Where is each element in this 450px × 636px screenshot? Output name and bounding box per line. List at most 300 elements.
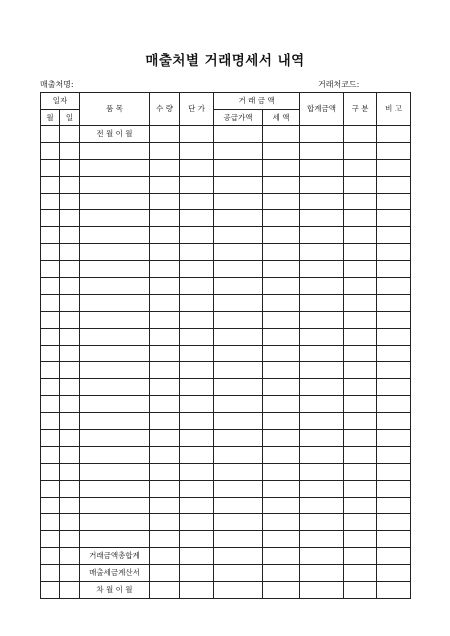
category-cell xyxy=(344,311,377,328)
supply-value-cell xyxy=(214,294,263,311)
table-row xyxy=(41,227,411,244)
day-cell xyxy=(60,514,80,531)
unit-price-cell xyxy=(180,565,214,582)
ledger-table xyxy=(40,92,411,599)
item-cell xyxy=(80,430,150,447)
unit-price-cell xyxy=(180,345,214,362)
table-row xyxy=(41,142,411,159)
category-cell xyxy=(344,328,377,345)
tax-cell xyxy=(263,446,300,463)
quantity-cell xyxy=(150,463,180,480)
note-cell xyxy=(377,514,411,531)
category-cell xyxy=(344,261,377,278)
supply-value-header: 공급가액 xyxy=(214,109,263,126)
month-cell xyxy=(41,176,60,193)
month-cell xyxy=(41,345,60,362)
quantity-cell xyxy=(150,311,180,328)
unit-price-cell xyxy=(180,379,214,396)
supply-value-cell xyxy=(214,480,263,497)
item-cell xyxy=(80,193,150,210)
tax-cell xyxy=(263,565,300,582)
month-cell xyxy=(41,210,60,227)
tax-cell xyxy=(263,142,300,159)
month-cell xyxy=(41,396,60,413)
supply-value-cell xyxy=(214,463,263,480)
total-amount-cell xyxy=(300,582,344,599)
table-row xyxy=(41,328,411,345)
item-cell xyxy=(80,531,150,548)
note-cell xyxy=(377,548,411,565)
month-cell xyxy=(41,582,60,599)
month-cell xyxy=(41,531,60,548)
category-cell xyxy=(344,227,377,244)
category-cell xyxy=(344,142,377,159)
table-row xyxy=(41,210,411,227)
unit-price-cell xyxy=(180,193,214,210)
table-row xyxy=(41,362,411,379)
item-cell xyxy=(80,294,150,311)
client-code-label: 거래처코드: xyxy=(318,80,360,89)
item-cell xyxy=(80,328,150,345)
table-row xyxy=(41,311,411,328)
supply-value-cell xyxy=(214,548,263,565)
note-cell xyxy=(377,142,411,159)
quantity-cell xyxy=(150,582,180,599)
tax-cell xyxy=(263,176,300,193)
month-cell xyxy=(41,480,60,497)
tax-cell xyxy=(263,514,300,531)
day-cell xyxy=(60,278,80,295)
quantity-cell xyxy=(150,210,180,227)
unit-price-cell xyxy=(180,159,214,176)
day-cell xyxy=(60,328,80,345)
tax-cell xyxy=(263,582,300,599)
tax-cell xyxy=(263,480,300,497)
category-cell xyxy=(344,345,377,362)
note-cell xyxy=(377,582,411,599)
day-cell xyxy=(60,413,80,430)
supply-value-cell xyxy=(214,430,263,447)
supply-value-cell xyxy=(214,497,263,514)
supply-value-cell xyxy=(214,126,263,143)
quantity-header: 수 량 xyxy=(150,93,180,126)
unit-price-cell xyxy=(180,413,214,430)
table-row xyxy=(41,480,411,497)
month-cell xyxy=(41,126,60,143)
item-cell xyxy=(80,463,150,480)
category-cell xyxy=(344,514,377,531)
day-cell xyxy=(60,142,80,159)
month-cell xyxy=(41,379,60,396)
category-cell xyxy=(344,244,377,261)
total-amount-cell xyxy=(300,311,344,328)
quantity-cell xyxy=(150,430,180,447)
table-row xyxy=(41,126,411,143)
day-cell xyxy=(60,362,80,379)
note-cell xyxy=(377,430,411,447)
month-cell xyxy=(41,142,60,159)
day-cell xyxy=(60,193,80,210)
unit-price-cell xyxy=(180,396,214,413)
supply-value-cell xyxy=(214,362,263,379)
day-cell xyxy=(60,565,80,582)
tax-cell xyxy=(263,294,300,311)
day-cell xyxy=(60,159,80,176)
day-cell xyxy=(60,463,80,480)
category-cell xyxy=(344,463,377,480)
table-row xyxy=(41,514,411,531)
day-cell xyxy=(60,582,80,599)
month-cell xyxy=(41,227,60,244)
total-amount-cell xyxy=(300,345,344,362)
unit-price-cell xyxy=(180,446,214,463)
category-cell xyxy=(344,193,377,210)
tax-cell xyxy=(263,379,300,396)
tax-cell xyxy=(263,311,300,328)
item-cell xyxy=(80,480,150,497)
day-cell xyxy=(60,345,80,362)
day-cell xyxy=(60,227,80,244)
month-cell xyxy=(41,497,60,514)
category-cell xyxy=(344,480,377,497)
month-cell xyxy=(41,244,60,261)
category-cell xyxy=(344,126,377,143)
quantity-cell xyxy=(150,294,180,311)
table-row xyxy=(41,345,411,362)
month-cell xyxy=(41,446,60,463)
month-cell xyxy=(41,159,60,176)
unit-price-cell xyxy=(180,582,214,599)
table-row xyxy=(41,497,411,514)
total-amount-cell xyxy=(300,176,344,193)
category-cell xyxy=(344,531,377,548)
table-row xyxy=(41,582,411,599)
unit-price-cell xyxy=(180,497,214,514)
month-cell xyxy=(41,565,60,582)
tax-cell xyxy=(263,261,300,278)
item-cell xyxy=(80,159,150,176)
month-cell xyxy=(41,548,60,565)
note-cell xyxy=(377,294,411,311)
note-cell xyxy=(377,379,411,396)
day-cell xyxy=(60,379,80,396)
note-cell xyxy=(377,278,411,295)
category-cell xyxy=(344,294,377,311)
note-cell xyxy=(377,531,411,548)
item-cell xyxy=(80,227,150,244)
supply-value-cell xyxy=(214,531,263,548)
supply-value-cell xyxy=(214,446,263,463)
unit-price-cell xyxy=(180,126,214,143)
total-amount-cell xyxy=(300,446,344,463)
category-header: 구 분 xyxy=(344,93,377,126)
day-cell xyxy=(60,497,80,514)
item-cell xyxy=(80,311,150,328)
quantity-cell xyxy=(150,345,180,362)
quantity-cell xyxy=(150,126,180,143)
month-cell xyxy=(41,193,60,210)
note-cell xyxy=(377,480,411,497)
note-cell xyxy=(377,311,411,328)
item-cell: 거래금액총합계 xyxy=(80,548,150,565)
month-cell xyxy=(41,294,60,311)
buyer-name-label: 매출처명: xyxy=(40,80,74,89)
table-row xyxy=(41,278,411,295)
total-amount-cell xyxy=(300,379,344,396)
day-cell xyxy=(60,531,80,548)
unit-price-cell xyxy=(180,463,214,480)
category-cell xyxy=(344,413,377,430)
item-cell xyxy=(80,278,150,295)
note-cell xyxy=(377,413,411,430)
note-cell xyxy=(377,159,411,176)
total-amount-cell xyxy=(300,531,344,548)
date-header: 일자 xyxy=(41,93,80,110)
supply-value-cell xyxy=(214,159,263,176)
quantity-cell xyxy=(150,497,180,514)
supply-value-cell xyxy=(214,176,263,193)
tax-cell xyxy=(263,328,300,345)
unit-price-cell xyxy=(180,514,214,531)
unit-price-cell xyxy=(180,480,214,497)
item-header: 품 목 xyxy=(80,93,150,126)
tax-cell xyxy=(263,362,300,379)
quantity-cell xyxy=(150,480,180,497)
note-cell xyxy=(377,565,411,582)
tax-cell xyxy=(263,497,300,514)
table-row xyxy=(41,261,411,278)
quantity-cell xyxy=(150,446,180,463)
note-cell xyxy=(377,244,411,261)
unit-price-cell xyxy=(180,548,214,565)
quantity-cell xyxy=(150,514,180,531)
category-cell xyxy=(344,446,377,463)
quantity-cell xyxy=(150,396,180,413)
note-cell xyxy=(377,446,411,463)
day-cell xyxy=(60,261,80,278)
supply-value-cell xyxy=(214,210,263,227)
note-cell xyxy=(377,210,411,227)
category-cell xyxy=(344,210,377,227)
total-amount-cell xyxy=(300,126,344,143)
table-row xyxy=(41,531,411,548)
tax-cell xyxy=(263,396,300,413)
quantity-cell xyxy=(150,278,180,295)
total-amount-cell xyxy=(300,244,344,261)
tax-cell xyxy=(263,193,300,210)
quantity-cell xyxy=(150,565,180,582)
tax-cell xyxy=(263,531,300,548)
supply-value-cell xyxy=(214,227,263,244)
note-cell xyxy=(377,396,411,413)
table-row xyxy=(41,430,411,447)
unit-price-cell xyxy=(180,176,214,193)
quantity-cell xyxy=(150,531,180,548)
category-cell xyxy=(344,430,377,447)
supply-value-cell xyxy=(214,278,263,295)
day-header: 일 xyxy=(60,109,80,126)
total-amount-cell xyxy=(300,328,344,345)
unit-price-cell xyxy=(180,531,214,548)
total-amount-cell xyxy=(300,565,344,582)
quantity-cell xyxy=(150,227,180,244)
item-cell xyxy=(80,261,150,278)
day-cell xyxy=(60,176,80,193)
tax-cell xyxy=(263,278,300,295)
tax-cell xyxy=(263,413,300,430)
note-cell xyxy=(377,261,411,278)
unit-price-cell xyxy=(180,362,214,379)
table-row xyxy=(41,565,411,582)
supply-value-cell xyxy=(214,379,263,396)
category-cell xyxy=(344,548,377,565)
note-cell xyxy=(377,345,411,362)
total-amount-cell xyxy=(300,142,344,159)
category-cell xyxy=(344,362,377,379)
item-cell xyxy=(80,446,150,463)
tax-cell xyxy=(263,463,300,480)
table-row xyxy=(41,446,411,463)
item-cell xyxy=(80,497,150,514)
month-cell xyxy=(41,514,60,531)
supply-value-cell xyxy=(214,328,263,345)
unit-price-cell xyxy=(180,261,214,278)
table-row xyxy=(41,379,411,396)
month-header: 월 xyxy=(41,109,60,126)
total-amount-cell xyxy=(300,193,344,210)
month-cell xyxy=(41,261,60,278)
tax-cell xyxy=(263,244,300,261)
total-amount-cell xyxy=(300,227,344,244)
category-cell xyxy=(344,582,377,599)
quantity-cell xyxy=(150,176,180,193)
quantity-cell xyxy=(150,193,180,210)
note-header: 비 고 xyxy=(377,93,411,126)
category-cell xyxy=(344,159,377,176)
supply-value-cell xyxy=(214,565,263,582)
total-amount-cell xyxy=(300,497,344,514)
total-amount-cell xyxy=(300,210,344,227)
tax-cell xyxy=(263,430,300,447)
month-cell xyxy=(41,430,60,447)
unit-price-cell xyxy=(180,278,214,295)
tax-cell xyxy=(263,345,300,362)
category-cell xyxy=(344,176,377,193)
day-cell xyxy=(60,430,80,447)
item-cell xyxy=(80,176,150,193)
tax-header: 세 액 xyxy=(263,109,300,126)
note-cell xyxy=(377,362,411,379)
quantity-cell xyxy=(150,362,180,379)
supply-value-cell xyxy=(214,193,263,210)
supply-value-cell xyxy=(214,396,263,413)
month-cell xyxy=(41,328,60,345)
unit-price-cell xyxy=(180,430,214,447)
unit-price-cell xyxy=(180,210,214,227)
supply-value-cell xyxy=(214,413,263,430)
item-cell xyxy=(80,362,150,379)
unit-price-cell xyxy=(180,244,214,261)
item-cell xyxy=(80,244,150,261)
item-cell: 매출세금계산서 xyxy=(80,565,150,582)
day-cell xyxy=(60,480,80,497)
quantity-cell xyxy=(150,142,180,159)
total-amount-cell xyxy=(300,413,344,430)
total-amount-cell xyxy=(300,548,344,565)
document-title: 매출처별 거래명세서 내역 xyxy=(145,53,305,69)
day-cell xyxy=(60,210,80,227)
supply-value-cell xyxy=(214,311,263,328)
item-cell xyxy=(80,396,150,413)
tax-cell xyxy=(263,210,300,227)
unit-price-cell xyxy=(180,328,214,345)
supply-value-cell xyxy=(214,514,263,531)
month-cell xyxy=(41,311,60,328)
quantity-cell xyxy=(150,413,180,430)
month-cell xyxy=(41,278,60,295)
total-amount-cell xyxy=(300,362,344,379)
month-cell xyxy=(41,463,60,480)
total-amount-cell xyxy=(300,261,344,278)
total-amount-cell xyxy=(300,514,344,531)
month-cell xyxy=(41,362,60,379)
supply-value-cell xyxy=(214,261,263,278)
unit-price-cell xyxy=(180,294,214,311)
supply-value-cell xyxy=(214,582,263,599)
header-row-1 xyxy=(41,93,411,110)
quantity-cell xyxy=(150,379,180,396)
category-cell xyxy=(344,565,377,582)
total-amount-cell xyxy=(300,463,344,480)
table-row xyxy=(41,548,411,565)
unit-price-cell xyxy=(180,227,214,244)
supply-value-cell xyxy=(214,244,263,261)
tax-cell xyxy=(263,548,300,565)
table-row xyxy=(41,176,411,193)
category-cell xyxy=(344,278,377,295)
day-cell xyxy=(60,396,80,413)
category-cell xyxy=(344,396,377,413)
day-cell xyxy=(60,311,80,328)
total-amount-cell xyxy=(300,159,344,176)
category-cell xyxy=(344,379,377,396)
quantity-cell xyxy=(150,328,180,345)
supply-value-cell xyxy=(214,345,263,362)
tax-cell xyxy=(263,126,300,143)
note-cell xyxy=(377,463,411,480)
table-row xyxy=(41,463,411,480)
note-cell xyxy=(377,227,411,244)
note-cell xyxy=(377,497,411,514)
item-cell xyxy=(80,413,150,430)
day-cell xyxy=(60,244,80,261)
table-row xyxy=(41,396,411,413)
total-amount-header: 합계금액 xyxy=(300,93,344,126)
item-cell: 차 월 이 월 xyxy=(80,582,150,599)
item-cell xyxy=(80,142,150,159)
day-cell xyxy=(60,548,80,565)
note-cell xyxy=(377,328,411,345)
table-row xyxy=(41,193,411,210)
total-amount-cell xyxy=(300,294,344,311)
item-cell xyxy=(80,210,150,227)
total-amount-cell xyxy=(300,480,344,497)
quantity-cell xyxy=(150,548,180,565)
day-cell xyxy=(60,446,80,463)
table-row xyxy=(41,413,411,430)
quantity-cell xyxy=(150,159,180,176)
table-row xyxy=(41,244,411,261)
